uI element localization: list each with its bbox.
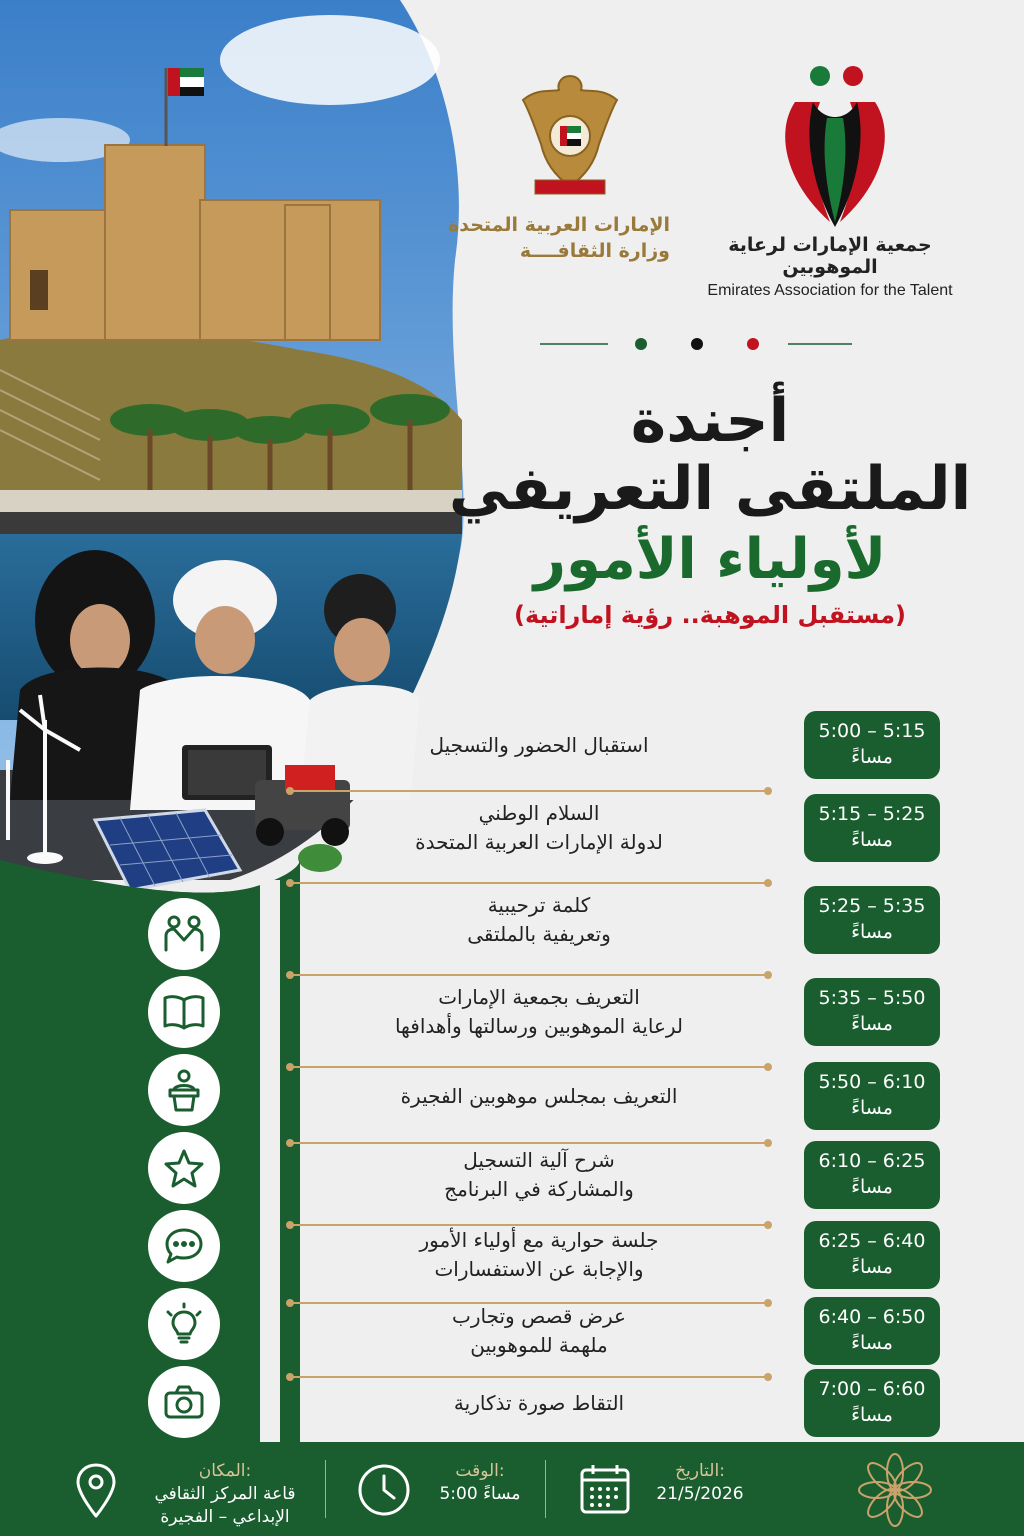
time-range: 5:35 – 5:50 (818, 987, 926, 1010)
book-icon (148, 976, 220, 1048)
uae-ministry-text (440, 214, 670, 262)
agenda-row (280, 782, 940, 874)
time-range: 5:50 – 6:10 (818, 1071, 926, 1094)
eat-logo (775, 62, 895, 232)
ministry-name: وزارة الثقافــــة (519, 240, 670, 262)
time-period: مساءً (851, 746, 893, 768)
activity-line1: شرح آلية التسجيل (463, 1148, 615, 1172)
time-period: مساءً (851, 921, 893, 943)
agenda-activity (314, 891, 804, 949)
place-label: المكان: (198, 1461, 252, 1481)
activity-line2: ملهمة للموهوبين (470, 1333, 608, 1357)
time-badge (804, 711, 940, 779)
time-range: 6:25 – 6:40 (818, 1230, 926, 1253)
calendar-icon (578, 1462, 632, 1516)
activity-line2: لرعاية الموهوبين ورسالتها وأهدافها (394, 1014, 684, 1038)
activity-line2: لدولة الإمارات العربية المتحدة (415, 830, 663, 854)
subtitle: (مستقبل الموهبة.. رؤية إماراتية) (514, 601, 906, 629)
decorative-dots (540, 334, 852, 354)
time-badge (804, 1141, 940, 1209)
title-line2: الملتقى التعريفي (448, 454, 972, 524)
time-period: مساءً (851, 1097, 893, 1119)
eat-name-ar: جمعية الإمارات لرعاية الموهوبين (728, 234, 932, 278)
time-range: 5:00 – 5:15 (818, 720, 926, 743)
agenda-row (280, 1294, 940, 1368)
time-period: مساءً (851, 1256, 893, 1278)
activity-line2: والإجابة عن الاستفسارات (434, 1257, 644, 1281)
panel-edge (260, 880, 280, 1442)
date-block (645, 1460, 755, 1506)
footer-bar (0, 1442, 1024, 1536)
time-period: مساءً (851, 1332, 893, 1354)
activity-line1: استقبال الحضور والتسجيل (429, 732, 649, 757)
activity-line1: التعريف بجمعية الإمارات (438, 985, 640, 1009)
activity-line1: التعريف بمجلس موهوبين الفجيرة (400, 1083, 678, 1108)
icon-column (148, 898, 222, 1444)
star-icon (148, 1132, 220, 1204)
date-value: 21/5/2026 (656, 1483, 744, 1504)
activity-line2: والمشاركة في البرنامج (444, 1177, 634, 1201)
lightbulb-icon (148, 1288, 220, 1360)
handshake-icon (148, 898, 220, 970)
footer-divider (545, 1460, 546, 1518)
time-badge (804, 1062, 940, 1130)
time-label: الوقت: (455, 1461, 505, 1481)
activity-line1: السلام الوطني (478, 801, 600, 825)
uae-name: الإمارات العربية المتحدة (448, 214, 670, 236)
footer-divider (325, 1460, 326, 1518)
eat-name-en: Emirates Association for the Talent (707, 282, 953, 299)
time-period: مساءً (851, 1013, 893, 1035)
agenda-row (280, 708, 940, 782)
agenda-activity (314, 983, 804, 1041)
agenda-row (280, 1368, 940, 1438)
activity-line1: كلمة ترحيبية (487, 893, 591, 917)
agenda-activity (314, 1389, 804, 1418)
time-period: مساءً (851, 1176, 893, 1198)
uae-emblem-logo (515, 70, 625, 200)
agenda-activity (314, 1082, 804, 1111)
activity-line1: التقاط صورة تذكارية (453, 1390, 625, 1415)
agenda-row (280, 1216, 940, 1294)
place-block (130, 1460, 320, 1529)
page-title (440, 386, 980, 629)
agenda-list (280, 708, 940, 1438)
place-line1: قاعة المركز الثقافي (154, 1483, 296, 1504)
place-line2: الإبداعي – الفجيرة (160, 1506, 290, 1527)
flower-ornament-icon (855, 1450, 935, 1530)
agenda-activity (314, 1146, 804, 1204)
title-line1: أجندة (630, 386, 790, 456)
agenda-activity (314, 1302, 804, 1360)
time-period: مساءً (851, 829, 893, 851)
agenda-activity (314, 1226, 804, 1284)
chat-icon (148, 1210, 220, 1282)
time-badge (804, 1369, 940, 1437)
time-value: 5:00 مساءً (439, 1483, 521, 1504)
agenda-activity (314, 731, 804, 760)
time-range: 6:40 – 6:50 (818, 1306, 926, 1329)
agenda-row (280, 1058, 940, 1134)
title-line3: لأولياء الأمور (533, 527, 887, 592)
time-range: 5:25 – 5:35 (818, 895, 926, 918)
time-range: 6:10 – 6:25 (818, 1150, 926, 1173)
activity-line1: عرض قصص وتجارب (452, 1304, 626, 1328)
time-block (425, 1460, 535, 1506)
agenda-row (280, 966, 940, 1058)
agenda-activity (314, 799, 804, 857)
activity-line1: جلسة حوارية مع أولياء الأمور (419, 1228, 659, 1252)
time-badge (804, 886, 940, 954)
clock-icon (356, 1462, 412, 1518)
time-badge (804, 1221, 940, 1289)
time-range: 5:15 – 5:25 (818, 803, 926, 826)
location-pin-icon (74, 1462, 118, 1520)
agenda-row (280, 1134, 940, 1216)
podium-icon (148, 1054, 220, 1126)
time-badge (804, 794, 940, 862)
date-label: التاريخ: (675, 1461, 725, 1481)
activity-line2: وتعريفية بالملتقى (467, 922, 611, 946)
eat-name (680, 234, 980, 300)
time-period: مساءً (851, 1404, 893, 1426)
time-badge (804, 1297, 940, 1365)
agenda-row (280, 874, 940, 966)
time-badge (804, 978, 940, 1046)
camera-icon (148, 1366, 220, 1438)
time-range: 7:00 – 6:60 (818, 1378, 926, 1401)
